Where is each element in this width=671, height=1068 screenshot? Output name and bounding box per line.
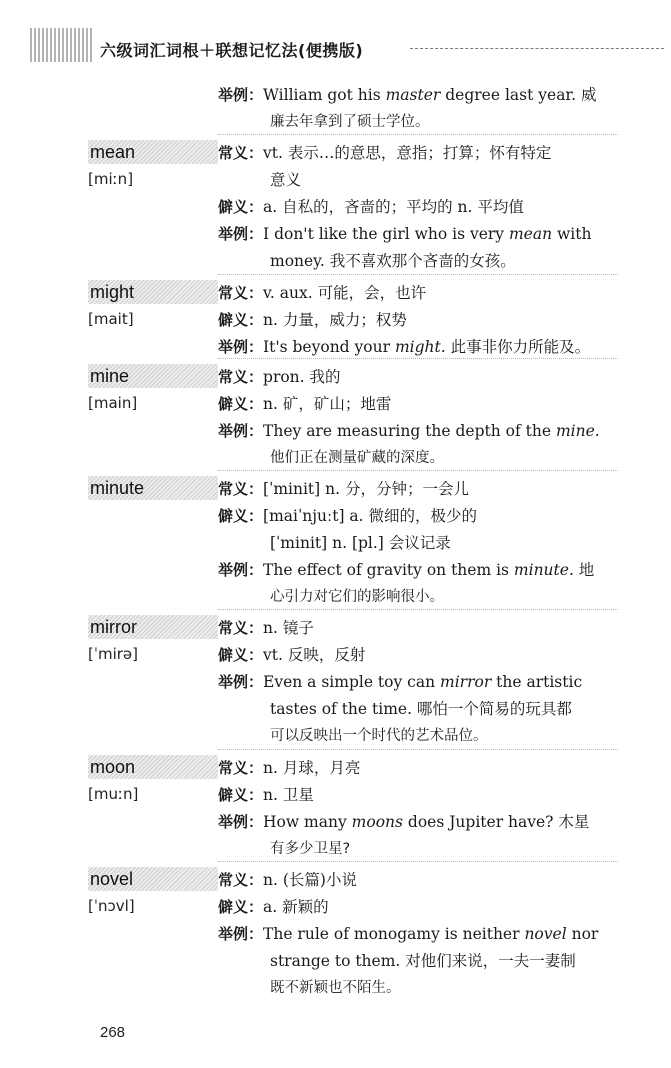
rare-label: 僻义： — [218, 786, 264, 804]
example-label: 举例： — [218, 225, 264, 243]
common-meaning: n. 月球，月亮 — [263, 759, 361, 777]
rare-meaning: n. 力量，威力；权势 — [263, 311, 407, 329]
example-label: 举例： — [218, 813, 264, 831]
headword: might — [88, 280, 218, 304]
headword-highlight: master — [385, 86, 441, 104]
rare-meaning: [maiˈnjuːt] a. 微细的，极少的 — [263, 507, 478, 525]
entry-divider — [218, 609, 618, 610]
rare-meaning: a. 新颖的 — [263, 898, 329, 916]
common-label: 常义： — [218, 619, 264, 637]
headword-highlight: mirror — [440, 673, 492, 691]
headword-highlight: mean — [508, 225, 553, 243]
phonetic: [main] — [88, 394, 138, 412]
rare-meaning: n. 矿，矿山；地雷 — [263, 395, 392, 413]
example-label: 举例： — [218, 338, 264, 356]
rare-label: 僻义： — [218, 507, 264, 525]
headword: mean — [88, 140, 218, 164]
example-label: 举例： — [218, 925, 264, 943]
dictionary-page: 六级词汇词根＋联想记忆法(便携版) 举例：William got his master degree last year. 威 廉去年拿到了硕士学位。 mean [miːn] 常义：vt. 表示…的意思，意指；打算；怀有特定 意义 僻义：a. 自私的，吝啬的；平均的 n. 平均值 举例：I don't like the girl who is very mean with money. 我不喜欢那个吝啬的女孩。 might [mait] 常义：v. aux. 可能，会，也许 僻义：n. 力量，威力；权势 举例：It's beyond your might. 此事非你力所能及。 mine [main] 常义：pron. 我的 僻义：n. 矿，矿山；地雷 举例：They are measuring the depth of the mine. 他们正在测量矿藏的深度。 minute 常义：[ˈminit] n. 分，分钟；一会儿 僻义：[maiˈnjuːt] a. 微细的，极少的 [ˈminit] n. [pl.] 会议记录 举例：The effect of gravity on them is minute. 地 心引力对它们的影响很小。 mirror [ˈmirə] 常义：n. 镜子 僻义：vt. 反映，反射 举例：Even a simple toy can mirror the artistic tastes of the time. 哪怕一个简易的玩具都 可以反映出一个时代的艺术品位。 moon [muːn] 常义：n. 月球，月亮 僻义：n. 卫星 举例：How many moons does Jupiter have? 木星 有多少卫星? novel [ˈnɔvl] 常义：n. (长篇)小说 僻义：a. 新颖的 举例：The rule of monogamy is neither novel nor strange to them. 对他们来说，一夫一妻制 既不新颖也不陌生。 268 — [0, 0, 671, 1068]
example-label: 举例： — [218, 561, 264, 579]
rare-label: 僻义： — [218, 646, 264, 664]
common-meaning: v. aux. 可能，会，也许 — [263, 284, 427, 302]
rare-meaning: n. 卫星 — [263, 786, 314, 804]
common-meaning: n. 镜子 — [263, 619, 314, 637]
common-label: 常义： — [218, 871, 264, 889]
common-label: 常义： — [218, 480, 264, 498]
common-meaning: vt. 表示…的意思，意指；打算；怀有特定 — [263, 144, 552, 162]
rare-label: 僻义： — [218, 395, 264, 413]
common-meaning: n. (长篇)小说 — [263, 871, 357, 889]
headword: moon — [88, 755, 218, 779]
common-meaning: [ˈminit] n. 分，分钟；一会儿 — [263, 480, 469, 498]
page-number: 268 — [100, 1024, 126, 1041]
headword: minute — [88, 476, 218, 500]
entry-divider — [218, 861, 618, 862]
headword-highlight: moons — [351, 813, 403, 831]
common-label: 常义： — [218, 759, 264, 777]
common-label: 常义： — [218, 144, 264, 162]
example-label: 举例： — [218, 86, 264, 104]
phonetic: [ˈnɔvl] — [88, 897, 135, 915]
entry-divider — [218, 358, 618, 359]
phonetic: [miːn] — [88, 170, 134, 188]
headword: novel — [88, 867, 218, 891]
headword-highlight: minute. — [513, 561, 574, 579]
entry-divider — [218, 470, 618, 471]
book-title: 六级词汇词根＋联想记忆法(便携版) — [100, 41, 364, 60]
headword-highlight: novel — [524, 925, 567, 943]
header-decoration — [30, 28, 92, 62]
headword-highlight: mine. — [555, 422, 600, 440]
common-meaning: pron. 我的 — [263, 368, 341, 386]
page-header — [30, 28, 670, 68]
rare-label: 僻义： — [218, 311, 264, 329]
phonetic: [muːn] — [88, 785, 139, 803]
entry-divider — [218, 749, 618, 750]
phonetic: [ˈmirə] — [88, 645, 139, 663]
rare-meaning: a. 自私的，吝啬的；平均的 n. 平均值 — [263, 198, 524, 216]
example-label: 举例： — [218, 673, 264, 691]
headword: mirror — [88, 615, 218, 639]
common-label: 常义： — [218, 368, 264, 386]
rare-label: 僻义： — [218, 198, 264, 216]
rare-label: 僻义： — [218, 898, 264, 916]
example-label: 举例： — [218, 422, 264, 440]
headword: mine — [88, 364, 218, 388]
header-rule — [410, 48, 664, 49]
entry-divider — [218, 134, 618, 135]
entry-divider — [218, 274, 618, 275]
headword-highlight: might. — [394, 338, 446, 356]
phonetic: [mait] — [88, 310, 134, 328]
common-label: 常义： — [218, 284, 264, 302]
rare-meaning: vt. 反映，反射 — [263, 646, 366, 664]
